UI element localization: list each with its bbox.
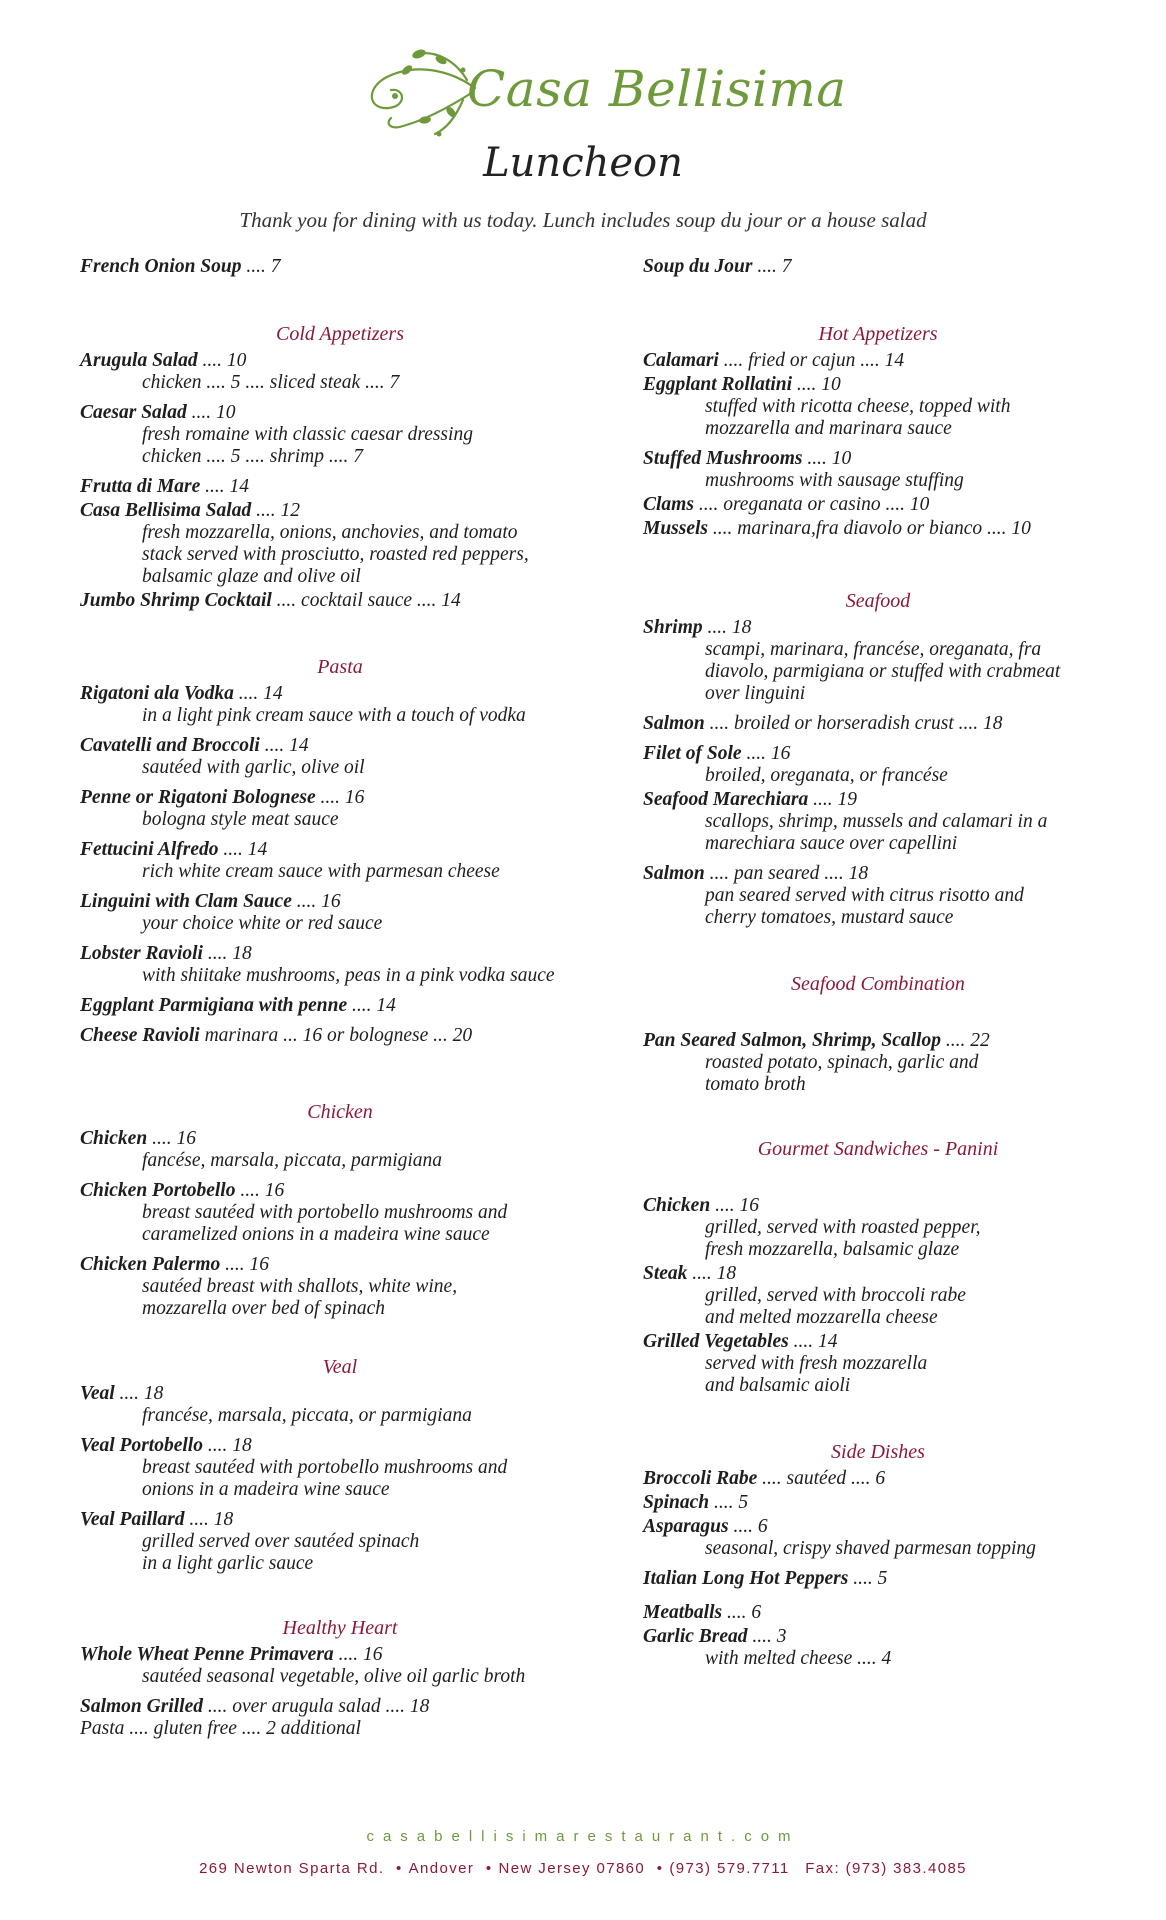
section-veal (80, 1356, 600, 1575)
menu-item (643, 1195, 1113, 1217)
item-name: Fettucini Alfredo (80, 839, 219, 860)
item-name: Eggplant Rollatini (643, 374, 793, 395)
bullet-icon: • (656, 1860, 664, 1877)
section-pasta (80, 656, 600, 1047)
item-price: .... 19 (808, 789, 857, 810)
item-price: .... 5 (709, 1492, 749, 1513)
item-name: Asparagus (643, 1516, 729, 1537)
item-price: .... 18 (184, 1509, 234, 1530)
item-desc: seasonal, crispy shaved parmesan topping (705, 1538, 1036, 1559)
item-price: .... 10 (802, 448, 852, 469)
item-price: .... 16 (235, 1180, 285, 1201)
phone-number[interactable]: (973) 579.7711 (669, 1860, 790, 1877)
menu-item (80, 787, 600, 809)
state-zip: New Jersey 07860 (498, 1860, 646, 1877)
item-name: Cheese Ravioli (80, 1025, 200, 1046)
item-name: Chicken (80, 1128, 148, 1149)
menu-item (80, 476, 600, 498)
section-title: Seafood Combination (791, 973, 965, 995)
item-price: .... 16 (710, 1195, 759, 1216)
bullet-icon: • (485, 1860, 493, 1877)
item-name: Whole Wheat Penne Primavera (80, 1644, 334, 1665)
item-name: Lobster Ravioli (80, 943, 203, 964)
item-name: Calamari (643, 350, 719, 371)
page-title: Luncheon (483, 140, 683, 186)
item-desc: mozzarella and marinara sauce (705, 418, 952, 439)
section-title: Gourmet Sandwiches - Panini (757, 1138, 999, 1160)
section-title: Chicken (307, 1101, 373, 1123)
item-name: Chicken Portobello (80, 1180, 236, 1201)
item-name: Spinach (643, 1492, 710, 1513)
menu-item (80, 1254, 600, 1276)
menu-item (80, 1025, 600, 1047)
item-name: Broccoli Rabe (643, 1468, 758, 1489)
menu-item (643, 1602, 1113, 1624)
section-seafood (643, 590, 1113, 929)
section-title: Cold Appetizers (276, 323, 404, 345)
item-price: .... 16 (291, 891, 341, 912)
item-name: Grilled Vegetables (643, 1331, 789, 1352)
menu-item (80, 256, 600, 278)
item-desc: breast sautéed with portobello mushrooms and (142, 1457, 508, 1478)
menu-item (80, 500, 600, 522)
menu-item (80, 402, 600, 424)
address-line (0, 1860, 1166, 1877)
item-price: .... 14 (218, 839, 268, 860)
section-title: Side Dishes (831, 1441, 925, 1463)
item-desc: sautéed breast with shallots, white wine, (142, 1276, 458, 1297)
item-price: .... 10 (186, 402, 236, 423)
item-desc: onions in a madeira wine sauce (142, 1479, 390, 1500)
menu-item (80, 943, 600, 965)
item-price: .... 16 (741, 743, 791, 764)
item-price: .... broiled or horseradish crust .... 18 (704, 713, 1003, 734)
item-price: .... cocktail sauce .... 14 (271, 590, 461, 611)
left-column (80, 256, 600, 1740)
menu-item (643, 256, 1113, 278)
item-desc: fresh mozzarella, balsamic glaze (705, 1239, 960, 1260)
item-price: .... over arugula salad .... 18 (202, 1696, 430, 1717)
item-price: .... sautéed .... 6 (757, 1468, 886, 1489)
item-price: .... oreganata or casino .... 10 (693, 494, 930, 515)
section-cold-appetizers (80, 323, 600, 612)
menu-item (80, 1435, 600, 1457)
menu-item (643, 1626, 1113, 1648)
item-desc: chicken .... 5 .... sliced steak .... 7 (142, 372, 400, 393)
logo (355, 40, 847, 140)
item-name: Linguini with Clam Sauce (80, 891, 292, 912)
item-price: .... 5 (848, 1568, 888, 1589)
town: Andover (408, 1860, 475, 1877)
menu-item (80, 350, 600, 372)
item-name: Casa Bellisima Salad (80, 500, 252, 521)
item-name: Garlic Bread (643, 1626, 748, 1647)
menu-item (80, 1644, 600, 1666)
item-desc: scallops, shrimp, mussels and calamari in a (705, 811, 1048, 832)
item-name: Seafood Marechiara (643, 789, 809, 810)
right-column (643, 256, 1113, 1670)
menu-item (643, 789, 1113, 811)
item-name: Frutta di Mare (80, 476, 201, 497)
menu-item (80, 1383, 600, 1405)
item-name: Shrimp (643, 617, 703, 638)
item-desc: over linguini (705, 683, 806, 704)
item-price: .... 18 (202, 943, 252, 964)
item-name: Chicken (643, 1195, 711, 1216)
menu-note: Pasta .... gluten free .... 2 additional (80, 1718, 361, 1739)
menu-item (643, 1331, 1113, 1353)
menu-item (80, 995, 600, 1017)
bullet-icon: • (395, 1860, 403, 1877)
item-desc: with shiitake mushrooms, peas in a pink vodka sauce (142, 965, 555, 986)
item-desc: and melted mozzarella cheese (705, 1307, 938, 1328)
item-price: .... 18 (202, 1435, 252, 1456)
item-desc: fresh romaine with classic caesar dressing (142, 424, 473, 445)
item-desc: fresh mozzarella, onions, anchovies, and tomato (142, 522, 518, 543)
menu-item (80, 891, 600, 913)
section-title: Hot Appetizers (818, 323, 938, 345)
item-desc: rich white cream sauce with parmesan cheese (142, 861, 500, 882)
menu-item (80, 590, 600, 612)
item-price: .... 16 (315, 787, 365, 808)
item-desc: tomato broth (705, 1074, 806, 1095)
menu-item (643, 617, 1113, 639)
menu-item (80, 1509, 600, 1531)
street-address: 269 Newton Sparta Rd. (199, 1860, 385, 1877)
menu-item (643, 1468, 1113, 1490)
item-price: .... 7 (241, 256, 281, 277)
menu-item (643, 863, 1113, 885)
item-desc: fancése, marsala, piccata, parmigiana (142, 1150, 443, 1171)
item-name: Filet of Sole (643, 743, 742, 764)
item-name: Meatballs (643, 1602, 723, 1623)
item-desc: chicken .... 5 .... shrimp .... 7 (142, 446, 363, 467)
item-price: .... 22 (940, 1030, 990, 1051)
tagline: Thank you for dining with us today. Lunch includes soup du jour or a house salad (239, 208, 927, 232)
item-name: Penne or Rigatoni Bolognese (80, 787, 316, 808)
menu-item (80, 1180, 600, 1202)
item-name: Eggplant Parmigiana with penne (80, 995, 348, 1016)
item-name: Steak (643, 1263, 688, 1284)
item-name: Stuffed Mushrooms (643, 448, 803, 469)
item-desc: cherry tomatoes, mustard sauce (705, 907, 954, 928)
section-title: Veal (322, 1356, 358, 1378)
item-price: .... marinara,fra diavolo or bianco .... 10 (708, 518, 1031, 539)
item-desc: your choice white or red sauce (142, 913, 383, 934)
menu-item (80, 839, 600, 861)
item-price: .... 18 (687, 1263, 737, 1284)
item-desc: in a light pink cream sauce with a touch of vodka (142, 705, 526, 726)
item-price: .... 10 (792, 374, 841, 395)
item-name: Salmon Grilled (80, 1696, 203, 1717)
item-price: .... 16 (333, 1644, 383, 1665)
item-desc: in a light garlic sauce (142, 1553, 314, 1574)
item-desc: breast sautéed with portobello mushrooms and (142, 1202, 508, 1223)
item-desc: roasted potato, spinach, garlic and (705, 1052, 979, 1073)
item-price: .... 14 (200, 476, 250, 497)
menu-item (643, 1516, 1113, 1538)
menu-item (643, 448, 1113, 470)
item-name: Veal (80, 1383, 115, 1404)
item-name: Clams (643, 494, 694, 515)
item-desc: sautéed with garlic, olive oil (142, 757, 365, 778)
item-name: Arugula Salad (80, 350, 198, 371)
item-price: marinara ... 16 or bolognese ... 20 (199, 1025, 473, 1046)
item-desc: stuffed with ricotta cheese, topped with (705, 396, 1011, 417)
item-name: Soup du Jour (643, 256, 753, 277)
item-desc: mushrooms with sausage stuffing (705, 470, 964, 491)
item-desc: mozzarella over bed of spinach (142, 1298, 385, 1319)
item-desc: and balsamic aioli (705, 1375, 851, 1396)
item-desc: stack served with prosciutto, roasted red peppers, (142, 544, 529, 565)
brand-name: Casa Bellisima (467, 60, 847, 118)
item-price: .... 10 (197, 350, 247, 371)
item-name: French Onion Soup (80, 256, 242, 277)
item-price: .... pan seared .... 18 (704, 863, 869, 884)
menu-item (80, 1128, 600, 1150)
menu-item (643, 1030, 1113, 1052)
item-desc: balsamic glaze and olive oil (142, 566, 361, 587)
item-desc: broiled, oreganata, or francése (705, 765, 948, 786)
menu-item (80, 735, 600, 757)
item-desc: diavolo, parmigiana or stuffed with crabmeat (705, 661, 1061, 682)
menu-item (643, 1263, 1113, 1285)
item-desc: with melted cheese .... 4 (705, 1648, 892, 1669)
item-desc: bologna style meat sauce (142, 809, 339, 830)
website-link[interactable]: casabellisimarestaurant.com (366, 1828, 800, 1845)
item-price: .... 6 (728, 1516, 768, 1537)
item-desc: grilled, served with roasted pepper, (705, 1217, 981, 1238)
section-title: Pasta (317, 656, 363, 678)
item-name: Italian Long Hot Peppers (643, 1568, 849, 1589)
item-desc: francése, marsala, piccata, or parmigiana (142, 1405, 472, 1426)
item-name: Jumbo Shrimp Cocktail (80, 590, 272, 611)
item-name: Pan Seared Salmon, Shrimp, Scallop (643, 1030, 941, 1051)
item-price: .... 18 (114, 1383, 164, 1404)
item-name: Rigatoni ala Vodka (80, 683, 234, 704)
fax-number: Fax: (973) 383.4085 (805, 1860, 967, 1877)
item-price: .... 14 (788, 1331, 838, 1352)
section-side-dishes (643, 1441, 1113, 1670)
item-desc: caramelized onions in a madeira wine sauce (142, 1224, 490, 1245)
item-desc: marechiara sauce over capellini (705, 833, 958, 854)
menu-item (80, 1696, 600, 1718)
section-seafood-combination (643, 973, 1113, 1096)
section-healthy-heart (80, 1617, 600, 1740)
item-name: Veal Portobello (80, 1435, 203, 1456)
menu-item (643, 494, 1113, 516)
menu-item (80, 683, 600, 705)
item-desc: served with fresh mozzarella (705, 1353, 928, 1374)
item-desc: sautéed seasonal vegetable, olive oil garlic broth (142, 1666, 526, 1687)
item-name: Caesar Salad (80, 402, 187, 423)
item-desc: scampi, marinara, francése, oreganata, fra (705, 639, 1042, 660)
section-chicken (80, 1101, 600, 1320)
item-price: .... fried or cajun .... 14 (718, 350, 905, 371)
menu-item (643, 1492, 1113, 1514)
menu-item (643, 743, 1113, 765)
item-desc: grilled served over sautéed spinach (142, 1531, 420, 1552)
item-name: Salmon (643, 713, 705, 734)
item-price: .... 14 (259, 735, 309, 756)
section-hot-appetizers (643, 323, 1113, 540)
item-name: Cavatelli and Broccoli (80, 735, 260, 756)
item-price: .... 16 (147, 1128, 196, 1149)
menu-item (643, 713, 1113, 735)
item-price: .... 7 (752, 256, 792, 277)
section-title: Seafood (845, 590, 911, 612)
menu-item (643, 1568, 1113, 1590)
item-desc: grilled, served with broccoli rabe (705, 1285, 966, 1306)
item-name: Salmon (643, 863, 705, 884)
item-price: .... 16 (220, 1254, 270, 1275)
item-price: .... 18 (702, 617, 752, 638)
item-price: .... 14 (233, 683, 283, 704)
menu-item (643, 374, 1113, 396)
item-name: Veal Paillard (80, 1509, 185, 1530)
section-title: Healthy Heart (282, 1617, 398, 1639)
menu-item (643, 518, 1113, 540)
item-name: Chicken Palermo (80, 1254, 221, 1275)
menu-item (643, 350, 1113, 372)
item-price: .... 3 (747, 1626, 787, 1647)
item-desc: pan seared served with citrus risotto and (705, 885, 1024, 906)
item-price: .... 12 (251, 500, 300, 521)
item-price: .... 14 (347, 995, 396, 1016)
item-name: Mussels (643, 518, 709, 539)
section-sandwiches (643, 1138, 1113, 1397)
item-price: .... 6 (722, 1602, 762, 1623)
